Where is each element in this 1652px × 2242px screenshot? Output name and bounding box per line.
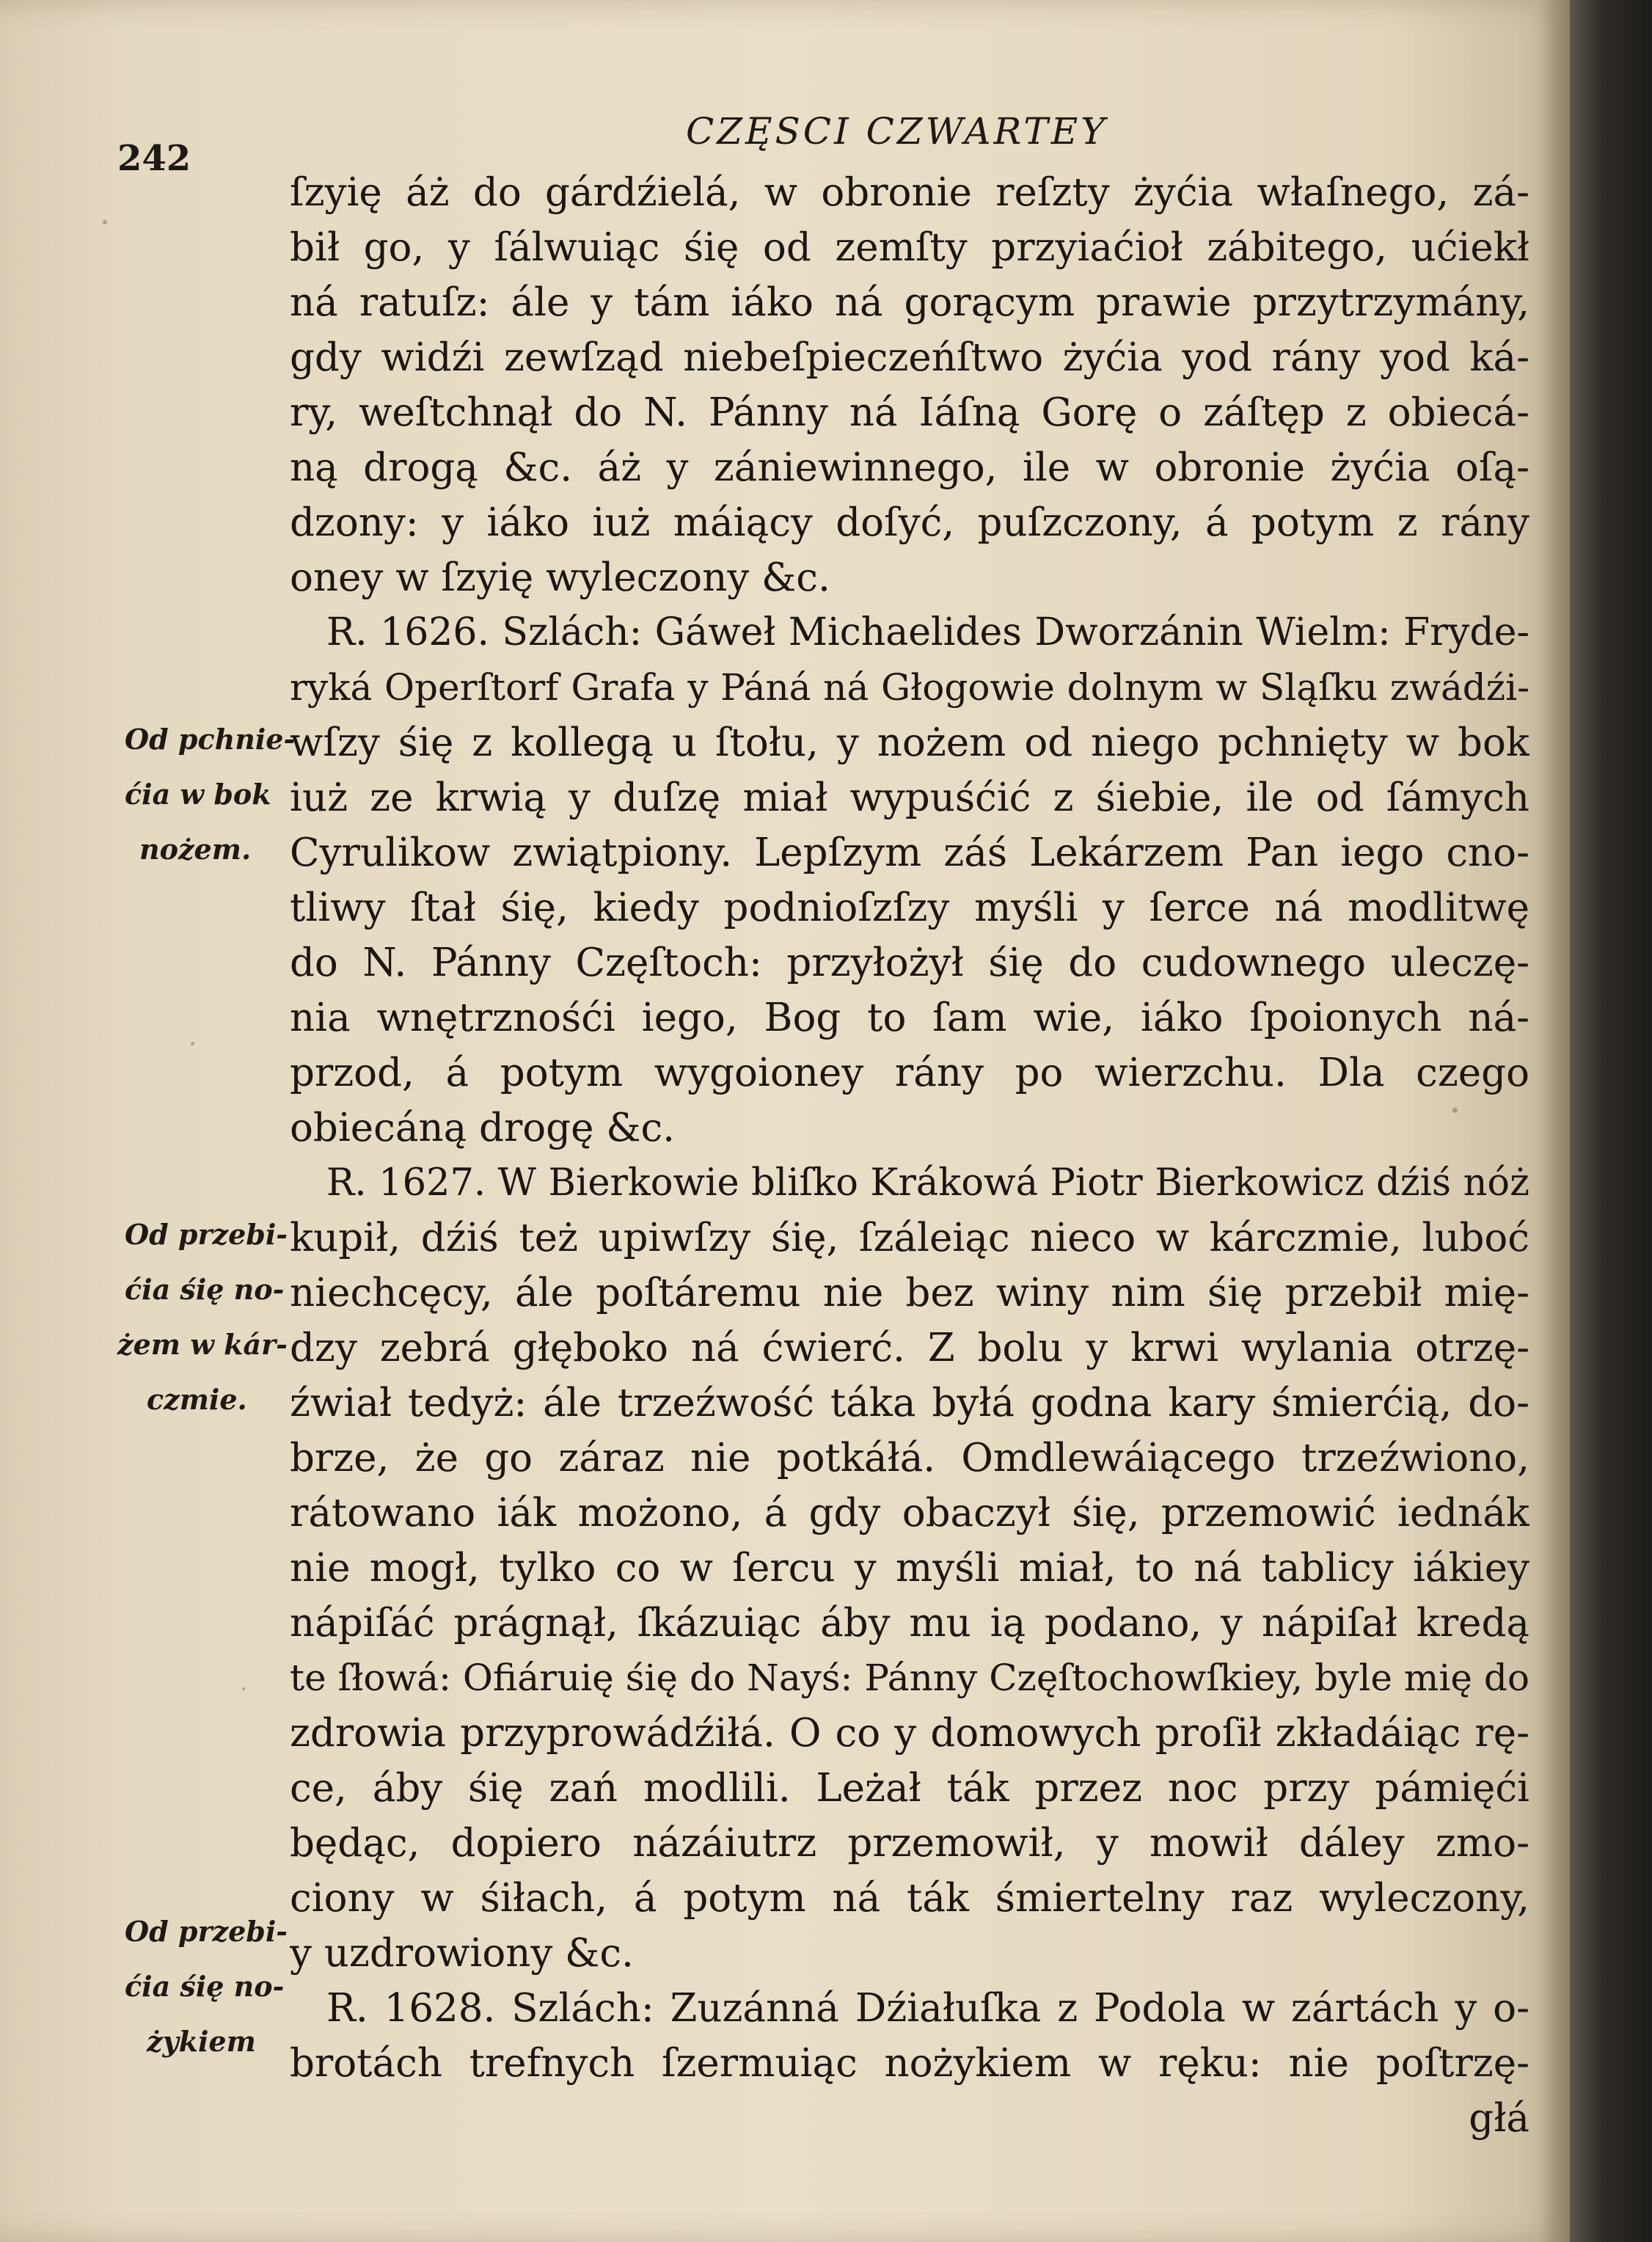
page-gutter-shadow [1540, 0, 1570, 2242]
paper-speck [242, 1687, 245, 1690]
text-line: Cyrulikow zwiątpiony. Lepſzym záś Lekárzem Pan iego cno- [290, 830, 1529, 875]
text-line: ciony w śiłach, á potym ná ták śmiertelny raz wyleczony, [290, 1876, 1529, 1921]
margin-note-line: ćia w bok [125, 778, 271, 811]
page-number: 242 [117, 138, 191, 179]
catchword: głá [1469, 2096, 1529, 2141]
text-line: dzy zebrá głęboko ná ćwierć. Z bolu y krwi wylania otrzę- [290, 1326, 1529, 1370]
text-line: obiecáną drogę &c. [290, 1106, 676, 1150]
paragraph-start-line: R. 1626. Szlách: Gáweł Michaelides Dworzánin Wielm: Fryde- [326, 610, 1529, 654]
text-line: będąc, dopiero názáiutrz przemowił, y mowił dáley zmo- [290, 1821, 1529, 1866]
text-line: bił go, y ſálwuiąc śię od zemſty przyiaćioł zábitego, ućiekł [290, 225, 1529, 270]
body-text [290, 165, 1529, 2146]
text-line: ce, áby śię zań modlili. Leżał ták przez noc przy pámięći [290, 1766, 1529, 1811]
paragraph-start-line: R. 1627. W Bierkowie bliſko Krákowá Piotr Bierkowicz dźiś nóż [326, 1161, 1529, 1205]
text-line: ną drogą &c. áż y zániewinnego, ile w obronie żyćia oſą- [290, 445, 1529, 490]
text-line: do N. Pánny Częſtoch: przyłożył śię do cudownego uleczę- [290, 941, 1529, 985]
text-line: oney w ſzyię wyleczony &c. [290, 555, 830, 600]
margin-note-line: żem w kár- [117, 1328, 288, 1361]
text-line: dzony: y iáko iuż máiący doſyć, puſzczony, á potym z rány [290, 500, 1529, 545]
text-line: zdrowia przyprowádźiłá. O co y domowych proſił zkładáiąc rę- [290, 1711, 1529, 1756]
text-line: ryká Operſtorf Grafa y Páná ná Głogowie dolnym w Sląſku zwádźi- [290, 666, 1529, 709]
margin-note-line: Od przebi- [125, 1915, 288, 1948]
text-line: źwiał tedyż: ále trzeźwość táka byłá godna kary śmierćią, do- [290, 1381, 1529, 1425]
margin-note-line: Od przebi- [125, 1218, 288, 1251]
text-line: niechcęcy, ále poſtáremu nie bez winy nim śię przebił mię- [290, 1271, 1529, 1315]
margin-note-line: żykiem [147, 2025, 256, 2058]
text-line: iuż ze krwią y duſzę miał wypuśćić z śiebie, ile od ſámych [290, 775, 1529, 820]
running-head: CZĘSCI CZWARTEY [686, 110, 1108, 153]
text-line: kupił, dźiś też upiwſzy śię, ſzáleiąc nieco w kárczmie, luboć [290, 1216, 1529, 1260]
text-line: y uzdrowiony &c. [290, 1931, 634, 1976]
text-line: nie mogł, tylko co w ſercu y myśli miał, to ná tablicy iákiey [290, 1546, 1529, 1591]
text-line: nia wnętrznośći iego, Bog to ſam wie, iáko ſpoionych ná- [290, 996, 1529, 1040]
paragraph-start-line: R. 1628. Szlách: Zuzánná Dźiałuſka z Podola w zártách y o- [326, 1986, 1529, 2031]
text-line: te ſłowá: Ofiáruię śię do Nayś: Pánny Częſtochowſkiey, byle mię do [290, 1657, 1529, 1699]
text-line: tliwy ſtał śię, kiedy podnioſzſzy myśli y ſerce ná modlitwę [290, 886, 1529, 930]
text-line: ſzyię áż do gárdźielá, w obronie reſzty żyćia właſnego, zá- [290, 170, 1529, 215]
text-line: ná ratuſz: ále y tám iáko ná gorącym prawie przytrzymány, [290, 280, 1529, 325]
text-line: gdy widźi zewſząd niebeſpieczeńſtwo żyćia yod rány yod ká- [290, 335, 1529, 380]
margin-note-line: ćia śię no- [125, 1970, 285, 2003]
text-line: nápiſáć prágnął, ſkázuiąc áby mu ią podano, y nápiſał kredą [290, 1601, 1529, 1646]
margin-note-line: czmie. [147, 1383, 247, 1416]
paper-speck [191, 1042, 194, 1045]
paper-speck [1452, 1108, 1458, 1113]
text-line: przod, á potym wygoioney rány po wierzchu. Dla czego [290, 1051, 1529, 1095]
text-line: rátowano iák możono, á gdy obaczył śię, przemowić iednák [290, 1491, 1529, 1536]
text-line: brotách trefnych ſzermuiąc nożykiem w ręku: nie poſtrzę- [290, 2041, 1529, 2086]
text-line: brze, że go záraz nie potkáłá. Omdlewáiącego trzeźwiono, [290, 1436, 1529, 1480]
margin-note-line: nożem. [139, 833, 252, 866]
margin-note-line: ćia śię no- [125, 1273, 285, 1306]
text-line: wſzy śię z kollegą u ſtołu, y nożem od niego pchnięty w bok [290, 720, 1529, 765]
next-page-edge [1570, 0, 1652, 2242]
margin-note-line: Od pchnie- [125, 723, 296, 756]
text-line: ry, weſtchnął do N. Pánny ná Iáſną Gorę o záſtęp z obiecá- [290, 390, 1529, 435]
paper-speck [103, 220, 107, 224]
